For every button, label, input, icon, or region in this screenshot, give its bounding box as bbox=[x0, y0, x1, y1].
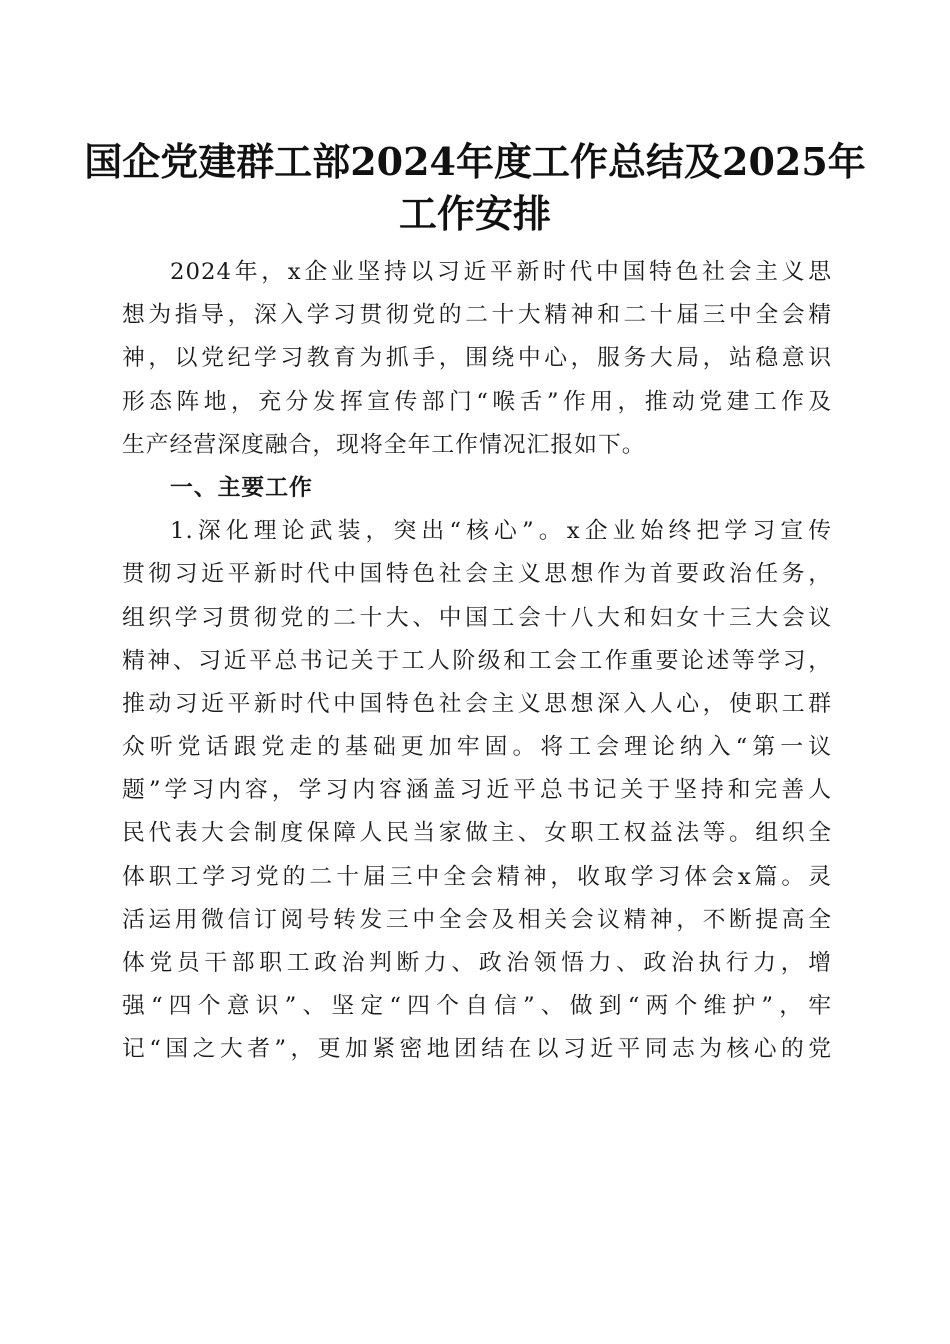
text-line: 2024年，x企业坚持以习近平新时代中国特色社会主义思 bbox=[170, 259, 832, 285]
document-body bbox=[122, 251, 832, 1072]
section-heading: 一、主要工作 bbox=[170, 474, 313, 501]
text-line: 众听党话跟党走的基础更加牢固。将工会理论纳入“第一议 bbox=[122, 734, 832, 761]
text-line: 体职工学习党的二十届三中全会精神，收取学习体会x篇。灵 bbox=[122, 863, 832, 890]
text-line: 组织学习贯彻党的二十大、中国工会十八大和妇女十三大会议 bbox=[122, 604, 832, 631]
text-line: 活运用微信订阅号转发三中全会及相关会议精神，不断提高全 bbox=[122, 906, 832, 933]
text-line: 形态阵地，充分发挥宣传部门“喉舌”作用，推动党建工作及 bbox=[122, 388, 832, 415]
text-line: 1.深化理论武装，突出“核心”。x企业始终把学习宣传 bbox=[170, 518, 832, 545]
text-line: 记“国之大者”，更加紧密地团结在以习近平同志为核心的党 bbox=[122, 1036, 832, 1063]
title-line-1: 国企党建群工部2024年度工作总结及2025年 bbox=[84, 139, 866, 184]
text-line: 题”学习内容，学习内容涵盖习近平总书记关于坚持和完善人 bbox=[122, 777, 832, 804]
text-line: 贯彻习近平新时代中国特色社会主义思想作为首要政治任务， bbox=[122, 561, 832, 588]
text-line: 体党员干部职工政治判断力、政治领悟力、政治执行力，增 bbox=[122, 950, 832, 976]
intro-paragraph bbox=[122, 251, 832, 467]
text-line: 民代表大会制度保障人民当家做主、女职工权益法等。组织全 bbox=[122, 820, 832, 847]
title-line-2: 工作安排 bbox=[398, 191, 551, 236]
item-1-paragraph bbox=[122, 510, 832, 1071]
text-line: 精神、习近平总书记关于工人阶级和工会工作重要论述等学习， bbox=[122, 647, 832, 674]
text-line: 推动习近平新时代中国特色社会主义思想深入人心，使职工群 bbox=[122, 690, 832, 717]
document-title bbox=[80, 136, 870, 240]
text-line: 神，以党纪学习教育为抓手，围绕中心，服务大局，站稳意识 bbox=[122, 345, 832, 372]
text-line: 强“四个意识”、坚定“四个自信”、做到“两个维护”，牢 bbox=[122, 993, 832, 1020]
text-line: 生产经营深度融合，现将全年工作情况汇报如下。 bbox=[122, 431, 646, 458]
text-line: 想为指导，深入学习贯彻党的二十大精神和二十届三中全会精 bbox=[122, 302, 832, 329]
